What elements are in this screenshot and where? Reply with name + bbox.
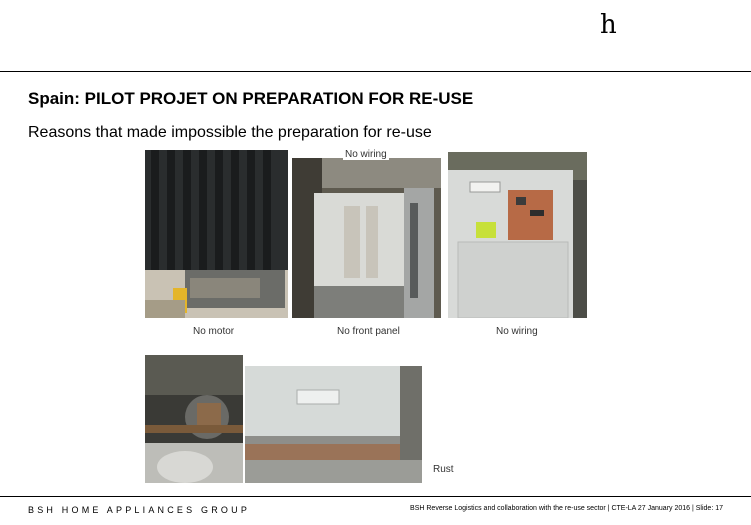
footer-slide-info: BSH Reverse Logistics and collaboration with the re-use sector | CTE-LA 27 January 2016 | Slide: 17 xyxy=(410,505,723,512)
photo-washer-interior xyxy=(145,355,243,483)
photo-no-motor xyxy=(145,150,288,318)
footer-divider xyxy=(0,496,751,497)
slide-title: Spain: PILOT PROJET ON PREPARATION FOR RE-USE xyxy=(28,89,474,108)
caption-no-motor: No motor xyxy=(193,326,235,337)
caption-rust: Rust xyxy=(433,464,454,475)
slide-subtitle: Reasons that made impossible the preparation for re-use xyxy=(28,124,432,141)
photo-no-wiring xyxy=(448,152,587,318)
caption-no-front-panel: No front panel xyxy=(337,326,400,337)
company-logo: h xyxy=(600,10,617,40)
footer-company: BSH HOME APPLIANCES GROUP xyxy=(28,505,251,515)
header-divider xyxy=(0,71,751,72)
photo-no-front-panel xyxy=(292,158,441,318)
caption-no-wiring: No wiring xyxy=(496,326,538,337)
label-no-wiring-top: No wiring xyxy=(345,149,387,160)
photo-rust xyxy=(245,366,422,483)
